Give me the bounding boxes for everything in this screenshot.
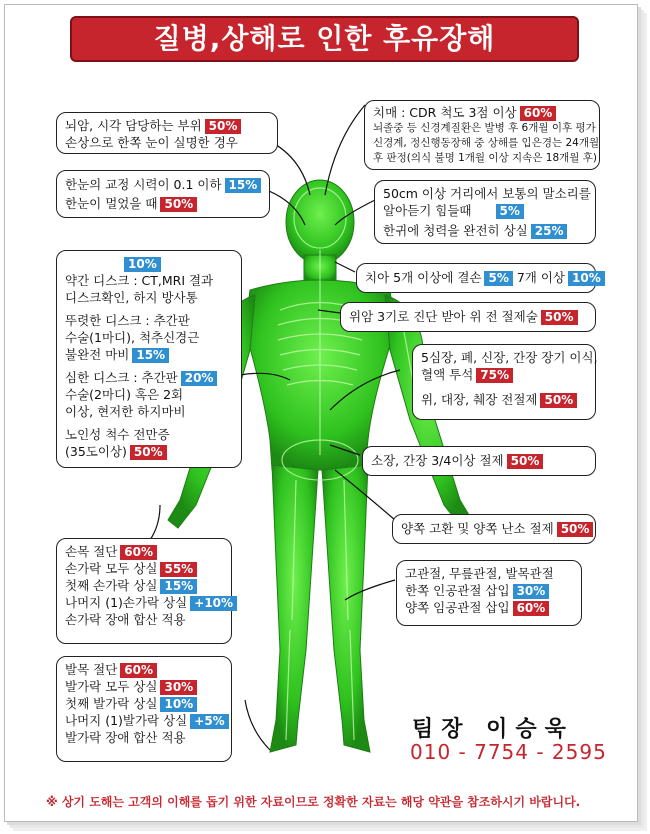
joint-line3: 양쪽 임공관절 삽입 — [405, 600, 510, 615]
page-title: 질병,상해로 인한 후유장해 — [70, 16, 579, 62]
spine-line1: 약간 디스크 : CT,MRI 결과 — [65, 273, 214, 288]
spine-line9: 노인성 척수 전만증 — [65, 427, 170, 442]
hand-badge1: 60% — [120, 545, 157, 560]
spine-line7: 수술(2마디) 혹은 2회 — [65, 387, 184, 402]
joint-badge2: 30% — [513, 584, 550, 599]
foot-line1: 발목 절단 — [65, 662, 118, 677]
footer-note: ※ 상기 도해는 고객의 이해를 돕기 위한 자료이므로 정확한 자료는 해당 약관을 참조하시기 바랍니다. — [46, 795, 581, 809]
hearing-line2: 알아듣기 힘들때 — [383, 203, 472, 218]
spine-line3: 뚜렷한 디스크 : 추간판 — [65, 313, 190, 328]
dementia-badge1: 60% — [520, 106, 557, 121]
stomach-box — [340, 302, 596, 332]
organ-line3: 위, 대장, 췌장 전절제 — [421, 392, 538, 407]
intestine-line1: 소장, 간장 3/4이상 절제 — [371, 453, 504, 468]
vision-line2: 한눈이 멀었을 때 — [65, 196, 158, 211]
spine-line10: (35도이상) — [65, 444, 127, 459]
hearing-line1: 50cm 이상 거리에서 보통의 말소리를 — [383, 186, 591, 201]
dementia-line3: 신경계, 정신행동장해 중 상해를 입은경는 24개월 — [373, 137, 600, 149]
teeth-line1: 치아 5개 이상에 결손 — [365, 270, 482, 285]
foot-badge3: 10% — [160, 697, 197, 712]
spine-line8: 이상, 현저한 하지마비 — [65, 404, 186, 419]
eye-box — [56, 112, 278, 154]
hand-line4: 나머지 (1)손가락 상실 — [65, 595, 188, 610]
foot-badge2: 30% — [160, 680, 197, 695]
spine-line2: 디스크확인, 하지 방사통 — [65, 290, 198, 305]
hand-line1: 손목 절단 — [65, 544, 118, 559]
signature-name: 팀장 이승욱 — [412, 717, 574, 742]
hearing-line3: 한귀에 청력을 완전히 상실 — [383, 223, 528, 238]
spine-line6: 심한 디스크 : 추간판 — [65, 370, 178, 385]
vision-box — [56, 170, 270, 218]
teeth-box — [356, 263, 601, 293]
hand-line2: 손가락 모두 상실 — [65, 561, 158, 576]
ovary-line1: 양쪽 고환 및 양쪽 난소 절제 — [401, 521, 554, 536]
hand-line5: 손가락 장애 합산 적용 — [65, 612, 186, 627]
eye-line1: 뇌암, 시각 담당하는 부위 — [65, 118, 202, 133]
teeth-badge1: 5% — [484, 271, 512, 286]
hand-badge3: 15% — [160, 579, 197, 594]
dementia-line4: 후 판정(의식 불명 1개월 이상 지속은 18개월 후) — [373, 152, 598, 164]
foot-box — [56, 656, 232, 762]
intestine-box — [362, 446, 596, 476]
organ-badge3: 50% — [540, 393, 577, 408]
hand-line3: 첫째 손가락 상실 — [65, 578, 158, 593]
spine-badge-top: 10% — [124, 257, 161, 272]
spine-badge10: 50% — [130, 445, 167, 460]
hand-badge2: 55% — [160, 562, 197, 577]
spine-badge5: 15% — [132, 348, 169, 363]
spine-line5: 불완전 마비 — [65, 347, 130, 362]
eye-line2: 손상으로 한쪽 눈이 실명한 경우 — [65, 135, 238, 150]
stomach-line1: 위암 3기로 진단 받아 위 전 절제술 — [349, 309, 538, 324]
teeth-badge2: 10% — [568, 271, 605, 286]
spine-line4: 수술(1마디), 척추신경근 — [65, 330, 200, 345]
stomach-badge1: 50% — [541, 310, 578, 325]
foot-line5: 발가락 장애 합산 적용 — [65, 730, 186, 745]
organ-box — [412, 344, 596, 420]
organ-badge2: 75% — [476, 368, 513, 383]
spine-badge6: 20% — [181, 371, 218, 386]
vision-badge1: 15% — [225, 178, 262, 193]
foot-badge4: +5% — [190, 714, 228, 729]
hearing-badge3: 25% — [531, 224, 568, 239]
dementia-line2: 뇌졸중 등 신경계질환은 발병 후 6개월 이후 평가 — [373, 122, 596, 134]
vision-badge2: 50% — [160, 197, 197, 212]
hearing-box — [374, 180, 596, 244]
joint-box — [396, 560, 582, 626]
dementia-line1: 치매 : CDR 척도 3점 이상 — [373, 105, 517, 120]
hand-box — [56, 538, 232, 644]
ovary-badge1: 50% — [557, 522, 594, 537]
foot-line4: 나머지 (1)발가락 상실 — [65, 713, 188, 728]
organ-line2: 혈액 투석 — [421, 367, 474, 382]
foot-line3: 첫째 발가락 상실 — [65, 696, 158, 711]
spine-box — [56, 250, 242, 468]
foot-line2: 발가락 모두 상실 — [65, 679, 158, 694]
ovary-box — [392, 514, 596, 544]
hand-badge4: +10% — [190, 596, 237, 611]
joint-line2: 한쪽 인공관절 삽입 — [405, 583, 510, 598]
teeth-line2: 7개 이상 — [516, 270, 565, 285]
joint-line1: 고관절, 무릎관절, 발목관절 — [405, 566, 554, 581]
dementia-box — [364, 100, 600, 170]
intestine-badge1: 50% — [507, 454, 544, 469]
joint-badge3: 60% — [513, 601, 550, 616]
organ-line1: 5심장, 폐, 신장, 간장 장기 이식, — [421, 350, 598, 365]
foot-badge1: 60% — [120, 663, 157, 678]
signature-phone: 010 - 7754 - 2595 — [410, 740, 607, 764]
hearing-badge2: 5% — [496, 204, 524, 219]
eye-badge1: 50% — [205, 119, 242, 134]
vision-line1: 한눈의 교정 시력이 0.1 이하 — [65, 177, 222, 192]
